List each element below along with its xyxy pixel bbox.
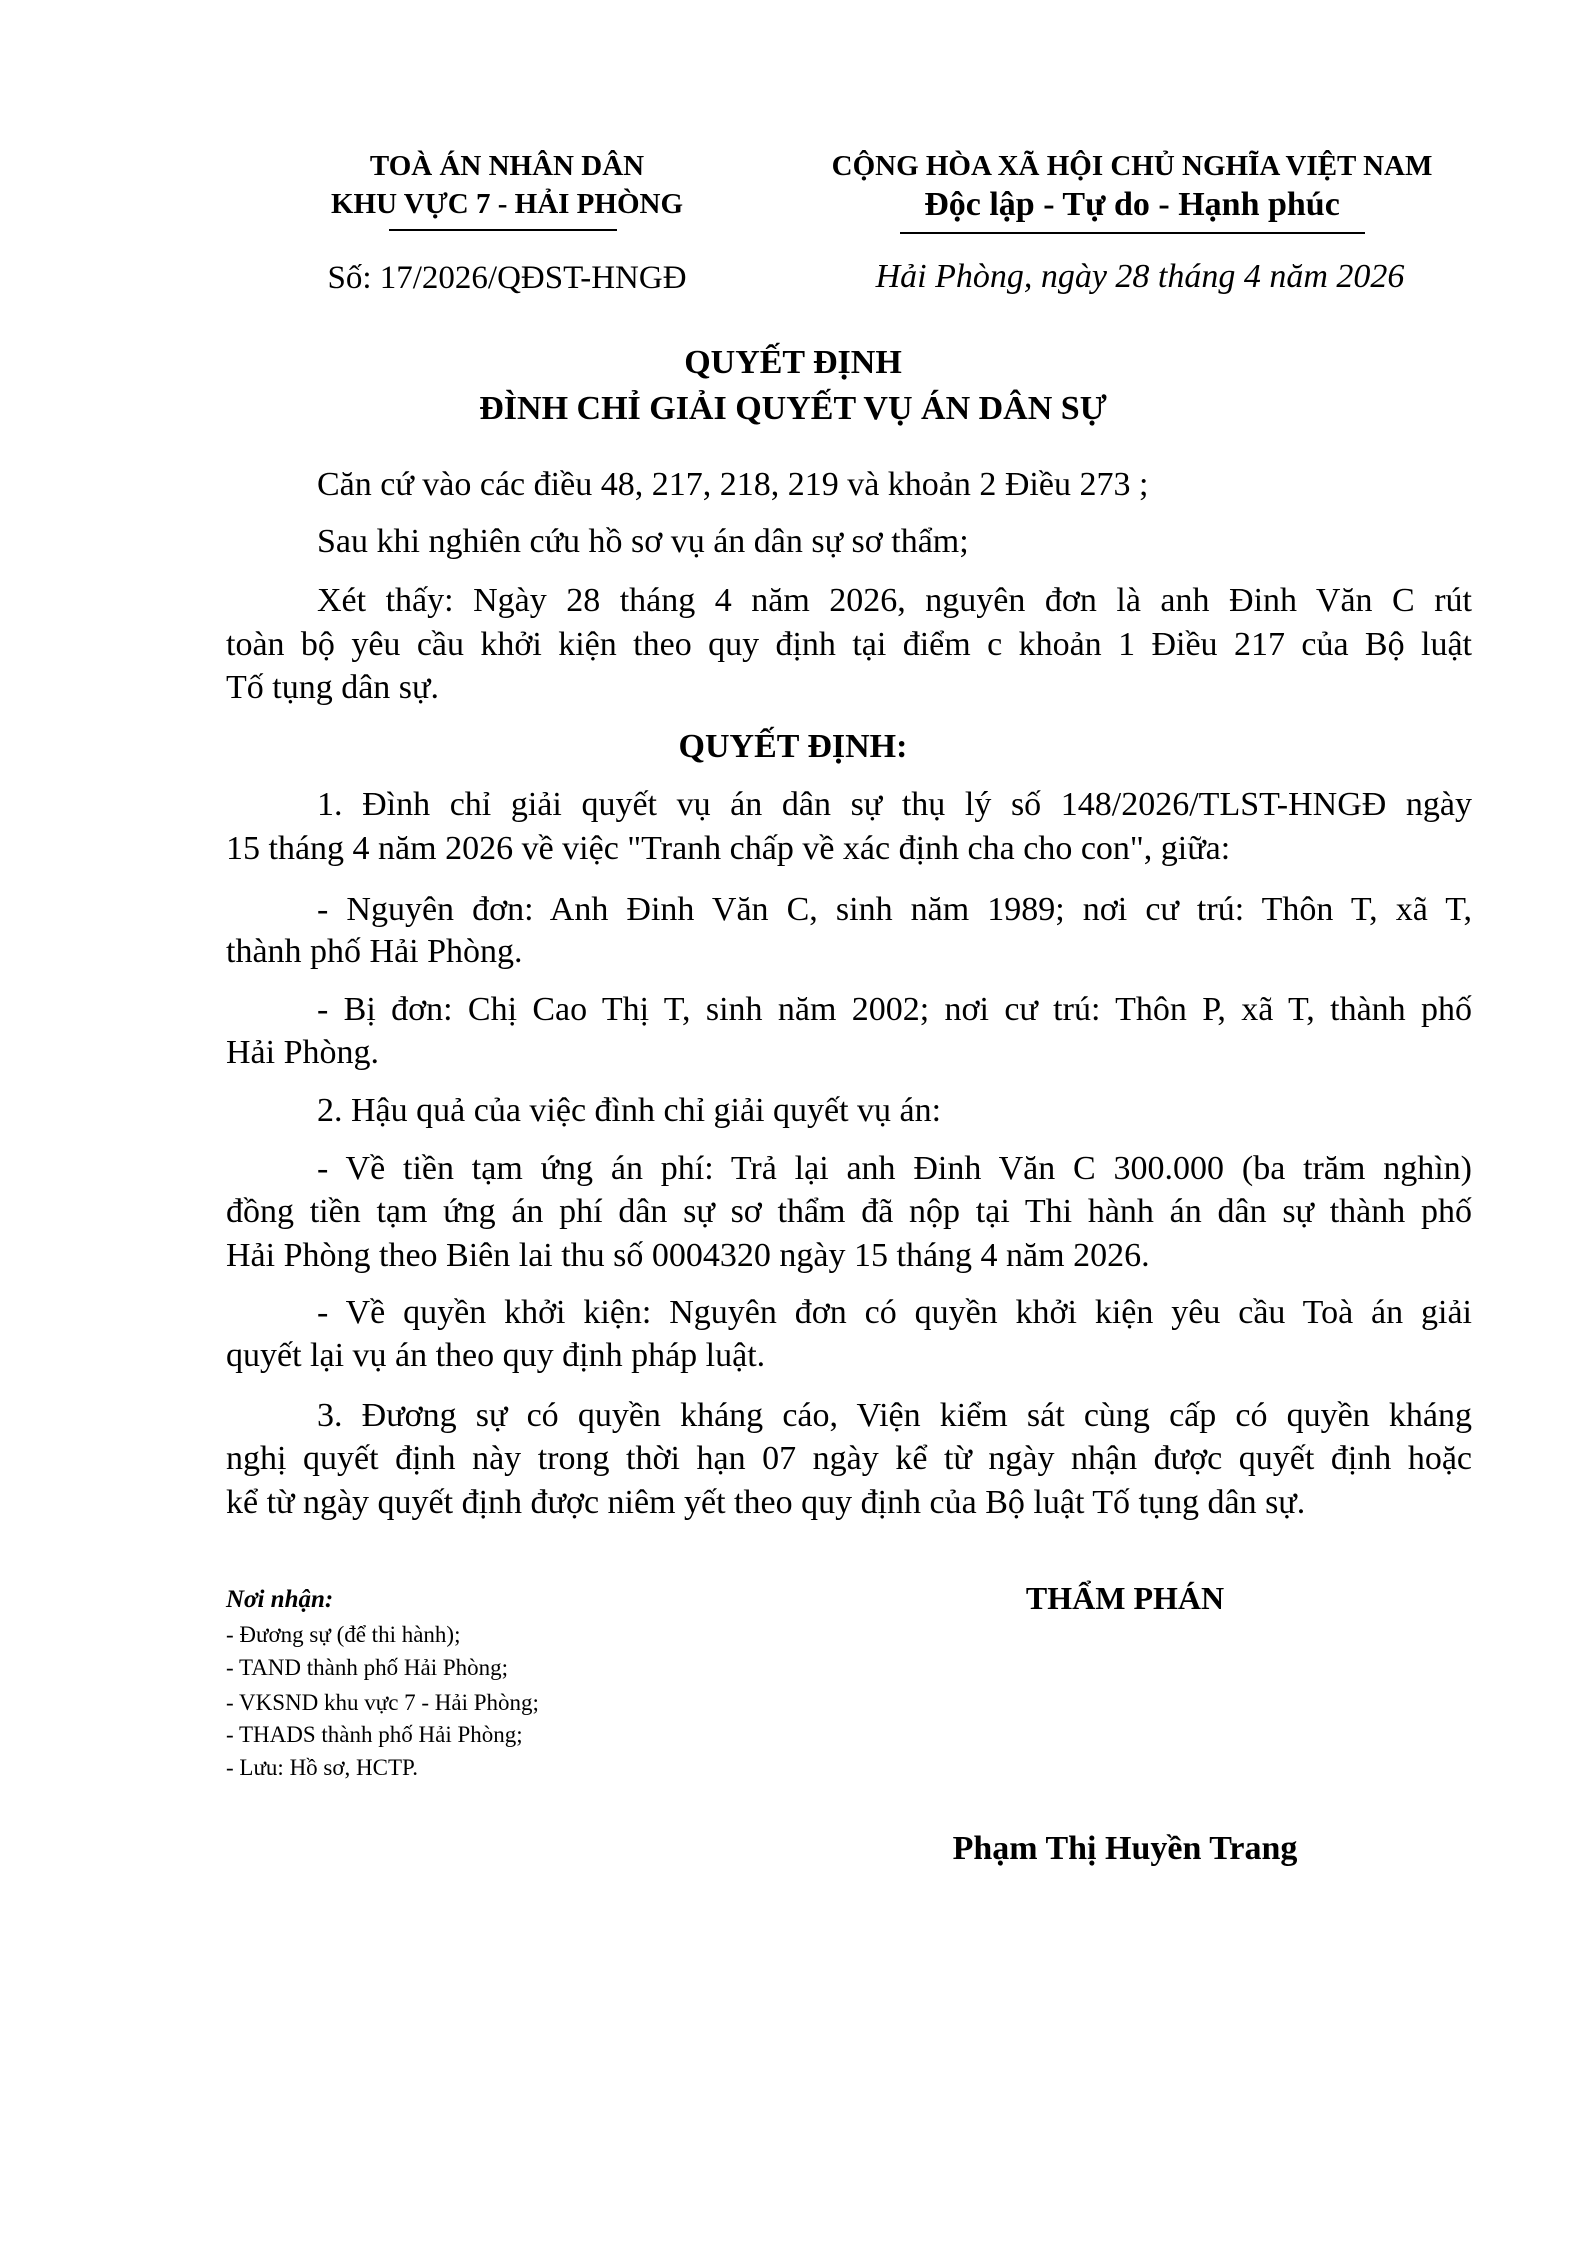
national-motto: Độc lập - Tự do - Hạnh phúc [924, 186, 1340, 223]
document-date: Hải Phòng, ngày 28 tháng 4 năm 2026 [875, 258, 1405, 295]
document-number: Số: 17/2026/QĐST-HNGĐ [327, 260, 687, 296]
paragraph-line: 1. Đình chỉ giải quyết vụ án dân sự thụ lý số 148/2026/TLST-HNGĐ ngày [317, 786, 1472, 823]
paragraph-line: nghị quyết định này trong thời hạn 07 ngày kể từ ngày nhận được quyết định hoặc [226, 1440, 1472, 1477]
document-subtitle: ĐÌNH CHỈ GIẢI QUYẾT VỤ ÁN DÂN SỰ [479, 390, 1107, 427]
paragraph-line: kể từ ngày quyết định được niêm yết theo quy định của Bộ luật Tố tụng dân sự. [226, 1484, 1306, 1521]
paragraph-line: đồng tiền tạm ứng án phí dân sự sơ thẩm đã nộp tại Thi hành án dân sự thành phố [226, 1193, 1472, 1230]
court-name: TOÀ ÁN NHÂN DÂN [369, 150, 645, 182]
paragraph-line: Xét thấy: Ngày 28 tháng 4 năm 2026, nguyên đơn là anh Đinh Văn C rút [317, 582, 1472, 619]
divider [389, 229, 617, 231]
paragraph-line: Căn cứ vào các điều 48, 217, 218, 219 và khoản 2 Điều 273 ; [317, 466, 1149, 503]
paragraph-line: Sau khi nghiên cứu hồ sơ vụ án dân sự sơ thẩm; [317, 523, 969, 560]
paragraph-line: thành phố Hải Phòng. [226, 933, 523, 970]
court-region: KHU VỰC 7 - HẢI PHÒNG [330, 188, 684, 220]
recipient-item: - THADS thành phố Hải Phòng; [226, 1722, 523, 1747]
paragraph-line: Hải Phòng theo Biên lai thu số 0004320 ngày 15 tháng 4 năm 2026. [226, 1237, 1150, 1274]
paragraph-line: - Về tiền tạm ứng án phí: Trả lại anh Đinh Văn C 300.000 (ba trăm nghìn) [317, 1150, 1472, 1187]
paragraph-line: - Về quyền khởi kiện: Nguyên đơn có quyền khởi kiện yêu cầu Toà án giải [317, 1294, 1472, 1331]
paragraph-line: 15 tháng 4 năm 2026 về việc "Tranh chấp về xác định cha cho con", giữa: [226, 830, 1231, 867]
recipient-item: - Đương sự (để thi hành); [226, 1622, 461, 1647]
recipient-item: - Lưu: Hồ sơ, HCTP. [226, 1755, 419, 1780]
paragraph-line: quyết lại vụ án theo quy định pháp luật. [226, 1337, 766, 1374]
decision-heading: QUYẾT ĐỊNH: [678, 728, 908, 765]
recipients-label: Nơi nhận: [226, 1586, 334, 1613]
paragraph-line: 2. Hậu quả của việc đình chỉ giải quyết vụ án: [317, 1092, 942, 1129]
paragraph-line: Tố tụng dân sự. [226, 669, 439, 706]
country-name: CỘNG HÒA XÃ HỘI CHỦ NGHĨA VIỆT NAM [831, 150, 1433, 182]
paragraph-line: - Bị đơn: Chị Cao Thị T, sinh năm 2002; nơi cư trú: Thôn P, xã T, thành phố [317, 991, 1472, 1028]
paragraph-line: 3. Đương sự có quyền kháng cáo, Viện kiểm sát cùng cấp có quyền kháng [317, 1397, 1472, 1434]
paragraph-line: Hải Phòng. [226, 1034, 379, 1071]
document-title: QUYẾT ĐỊNH [684, 344, 902, 381]
divider [900, 232, 1365, 234]
signer-title: THẨM PHÁN [1025, 1580, 1225, 1616]
signer-name: Phạm Thị Huyền Trang [952, 1830, 1298, 1867]
recipient-item: - TAND thành phố Hải Phòng; [226, 1655, 509, 1680]
paragraph-line: - Nguyên đơn: Anh Đinh Văn C, sinh năm 1989; nơi cư trú: Thôn T, xã T, [317, 891, 1472, 928]
paragraph-line: toàn bộ yêu cầu khởi kiện theo quy định tại điểm c khoản 1 Điều 217 của Bộ luật [226, 626, 1472, 663]
recipient-item: - VKSND khu vực 7 - Hải Phòng; [226, 1690, 539, 1715]
